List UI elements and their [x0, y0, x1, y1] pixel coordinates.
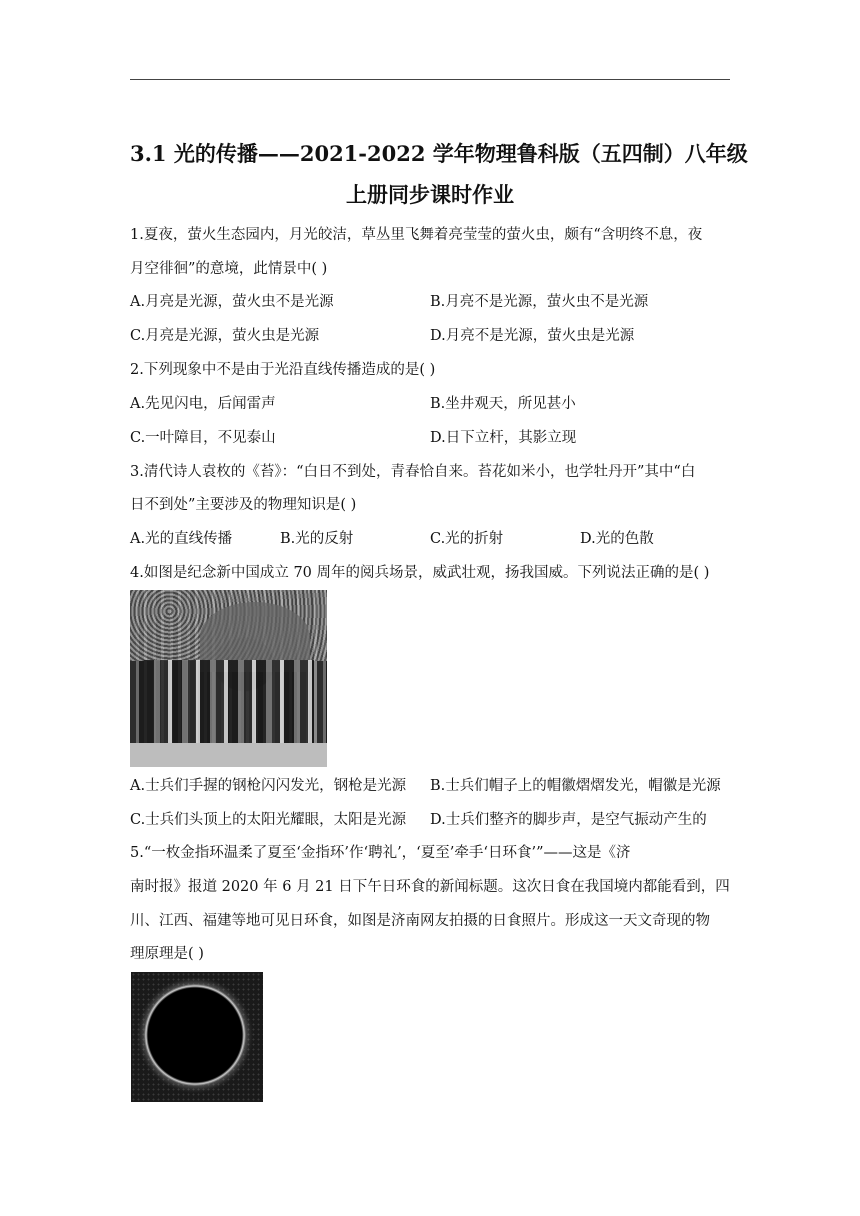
question-4-option-c: C.士兵们头顶上的太阳光耀眼，太阳是光源: [130, 812, 407, 828]
question-1-option-b: B.月亮不是光源，萤火虫不是光源: [430, 294, 649, 310]
question-2-option-b: B.坐井观天，所见甚小: [430, 396, 576, 412]
question-1-option-c: C.月亮是光源，萤火虫是光源: [130, 328, 320, 344]
question-1-option-a: A.月亮是光源，萤火虫不是光源: [130, 294, 334, 310]
question-2-line-1: 2.下列现象中不是由于光沿直线传播造成的是( ): [130, 362, 436, 378]
page-title: 3.1 光的传播——2021-2022 学年物理鲁科版（五四制）八年级: [130, 141, 748, 166]
question-2-option-c: C.一叶障目，不见泰山: [130, 430, 276, 446]
question-1-line-2: 月空徘徊”的意境，此情景中( ): [130, 261, 328, 277]
question-3-line-1: 3.清代诗人袁枚的《苔》：“白日不到处，青春恰自来。苔花如米小，也学牡丹开”其中“白: [130, 464, 696, 480]
eclipse-ring: [144, 984, 246, 1086]
header-rule: [130, 79, 730, 80]
question-1-option-d: D.月亮不是光源，萤火虫是光源: [430, 328, 635, 344]
question-5-line-4: 理原理是( ): [130, 946, 204, 962]
ground-strip: [130, 743, 327, 767]
question-3-line-2: 日不到处”主要涉及的物理知识是( ): [130, 497, 357, 513]
page-subtitle: 上册同步课时作业: [346, 182, 514, 207]
question-5-line-2: 南时报》报道 2020 年 6 月 21 日下午日环食的新闻标题。这次日食在我国境内都能看到，四: [130, 879, 730, 895]
question-3-option-c: C.光的折射: [430, 531, 504, 547]
question-4-option-b: B.士兵们帽子上的帽徽熠熠发光，帽徽是光源: [430, 778, 721, 794]
eclipse-photo: [131, 972, 263, 1102]
question-2-option-a: A.先见闪电，后闻雷声: [130, 396, 276, 412]
question-2-option-d: D.日下立杆，其影立现: [430, 430, 577, 446]
question-3-option-a: A.光的直线传播: [130, 531, 233, 547]
question-4-option-d: D.士兵们整齐的脚步声，是空气振动产生的: [430, 812, 707, 828]
question-1-line-1: 1.夏夜，萤火生态园内，月光皎洁，草丛里飞舞着亮莹莹的萤火虫，颇有“含明终不息，夜: [130, 227, 703, 243]
question-5-line-3: 川、江西、福建等地可见日环食，如图是济南网友拍摄的日食照片。形成这一天文奇现的物: [130, 913, 710, 929]
question-4-option-a: A.士兵们手握的钢枪闪闪发光，钢枪是光源: [130, 778, 407, 794]
parade-photo: [130, 590, 327, 767]
question-5-line-1: 5.“一枚金指环温柔了夏至‘金指环’作‘聘礼’，‘夏至’牵手‘日环食’”——这是《济: [130, 845, 631, 861]
question-4-line-1: 4.如图是纪念新中国成立 70 周年的阅兵场景，威武壮观，扬我国威。下列说法正确的是( ): [130, 565, 710, 581]
question-3-option-d: D.光的色散: [580, 531, 654, 547]
soldiers-group: [144, 660, 314, 745]
question-3-option-b: B.光的反射: [280, 531, 354, 547]
